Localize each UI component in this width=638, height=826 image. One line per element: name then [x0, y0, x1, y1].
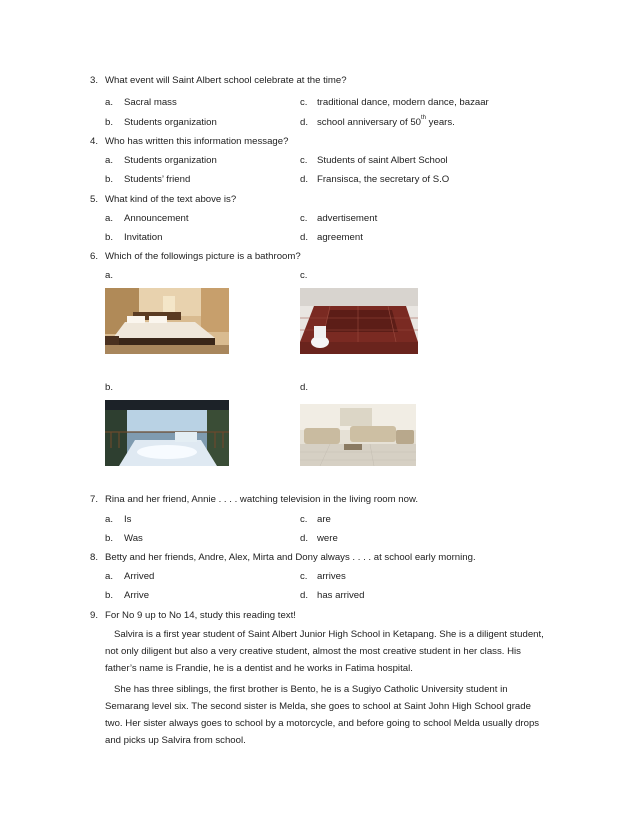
option-text: advertisement: [317, 213, 378, 224]
question-text: What kind of the text above is?: [105, 194, 237, 205]
reading-paragraph-1: Salvira is a first year student of Saint Albert Junior High School in Ketapang. She is a diligent student, not only diligent but also a very creative student, almost the most creative student in her class. His father’s name is Frandie, he is a dentist and he works in Fatima hospital.: [105, 629, 544, 674]
option-text: has arrived: [317, 590, 365, 601]
picture-label-c: c.: [300, 270, 308, 281]
question-number: 5.: [90, 194, 99, 205]
option-text: Is: [124, 514, 132, 525]
option-text: are: [317, 514, 331, 525]
picture-label-d: d.: [300, 382, 309, 393]
option-text: [317, 117, 455, 128]
question-number: 6.: [90, 251, 99, 262]
question-text: Betty and her friends, Andre, Alex, Mirta and Dony always . . . . at school early morning.: [105, 552, 476, 563]
option-text: Students of saint Albert School: [317, 155, 448, 166]
ordinal-suffix: th: [421, 115, 427, 121]
option-letter: b.: [105, 117, 114, 128]
question-number: 3.: [90, 75, 99, 86]
option-text: Sacral mass: [124, 97, 177, 108]
option-text: Invitation: [124, 232, 163, 243]
option-letter: c.: [300, 514, 308, 525]
picture-label-a: a.: [105, 270, 114, 281]
option-letter: d.: [300, 232, 309, 243]
option-text: Arrived: [124, 571, 155, 582]
option-letter: b.: [105, 590, 114, 601]
option-letter: c.: [300, 213, 308, 224]
question-number: 7.: [90, 494, 99, 505]
bedroom-picture[interactable]: [105, 288, 229, 354]
option-letter: d.: [300, 174, 309, 185]
option-letter: a.: [105, 571, 114, 582]
option-letter: c.: [300, 155, 308, 166]
option-letter: a.: [105, 155, 114, 166]
option-text: Announcement: [124, 213, 189, 224]
terrace-picture[interactable]: [105, 400, 229, 466]
option-text: agreement: [317, 232, 363, 243]
option-letter: d.: [300, 590, 309, 601]
option-text: Students organization: [124, 155, 217, 166]
option-text: Students organization: [124, 117, 217, 128]
option-letter: d.: [300, 117, 309, 128]
question-number: 4.: [90, 136, 99, 147]
question-text: For No 9 up to No 14, study this reading text!: [105, 610, 296, 621]
bathroom-picture[interactable]: [300, 288, 418, 354]
option-letter: d.: [300, 533, 309, 544]
option-text: Students’ friend: [124, 174, 191, 185]
option-text: Arrive: [124, 590, 150, 601]
picture-label-b: b.: [105, 382, 114, 393]
question-number: 9.: [90, 610, 99, 621]
option-text: arrives: [317, 571, 346, 582]
question-number: 8.: [90, 552, 99, 563]
option-text: Was: [124, 533, 143, 544]
option-text-main: school anniversary of 50: [317, 117, 421, 128]
option-letter: a.: [105, 213, 114, 224]
question-text: Rina and her friend, Annie . . . . watching television in the living room now.: [105, 494, 419, 505]
option-letter: a.: [105, 514, 114, 525]
option-letter: b.: [105, 533, 114, 544]
question-text: Who has written this information message?: [105, 136, 289, 147]
option-text: traditional dance, modern dance, bazaar: [317, 97, 489, 108]
option-text: were: [317, 533, 338, 544]
living-room-picture[interactable]: [300, 404, 416, 466]
option-letter: b.: [105, 232, 114, 243]
option-text-tail: years.: [426, 117, 455, 128]
option-text: Fransisca, the secretary of S.O: [317, 174, 450, 185]
option-letter: b.: [105, 174, 114, 185]
option-letter: a.: [105, 97, 114, 108]
option-letter: c.: [300, 97, 308, 108]
question-text: What event will Saint Albert school celebrate at the time?: [105, 75, 347, 86]
question-text: Which of the followings picture is a bathroom?: [105, 251, 301, 262]
option-letter: c.: [300, 571, 308, 582]
reading-paragraph-2: She has three siblings, the first brother is Bento, he is a Sugiyo Catholic University student in Semarang level six. The second sister is Melda, she goes to school at Saint John High School grade two. Her sister always goes to school by a motorcycle, and before going to school Melda usually drops and picks up Salvira from school.: [105, 684, 540, 746]
